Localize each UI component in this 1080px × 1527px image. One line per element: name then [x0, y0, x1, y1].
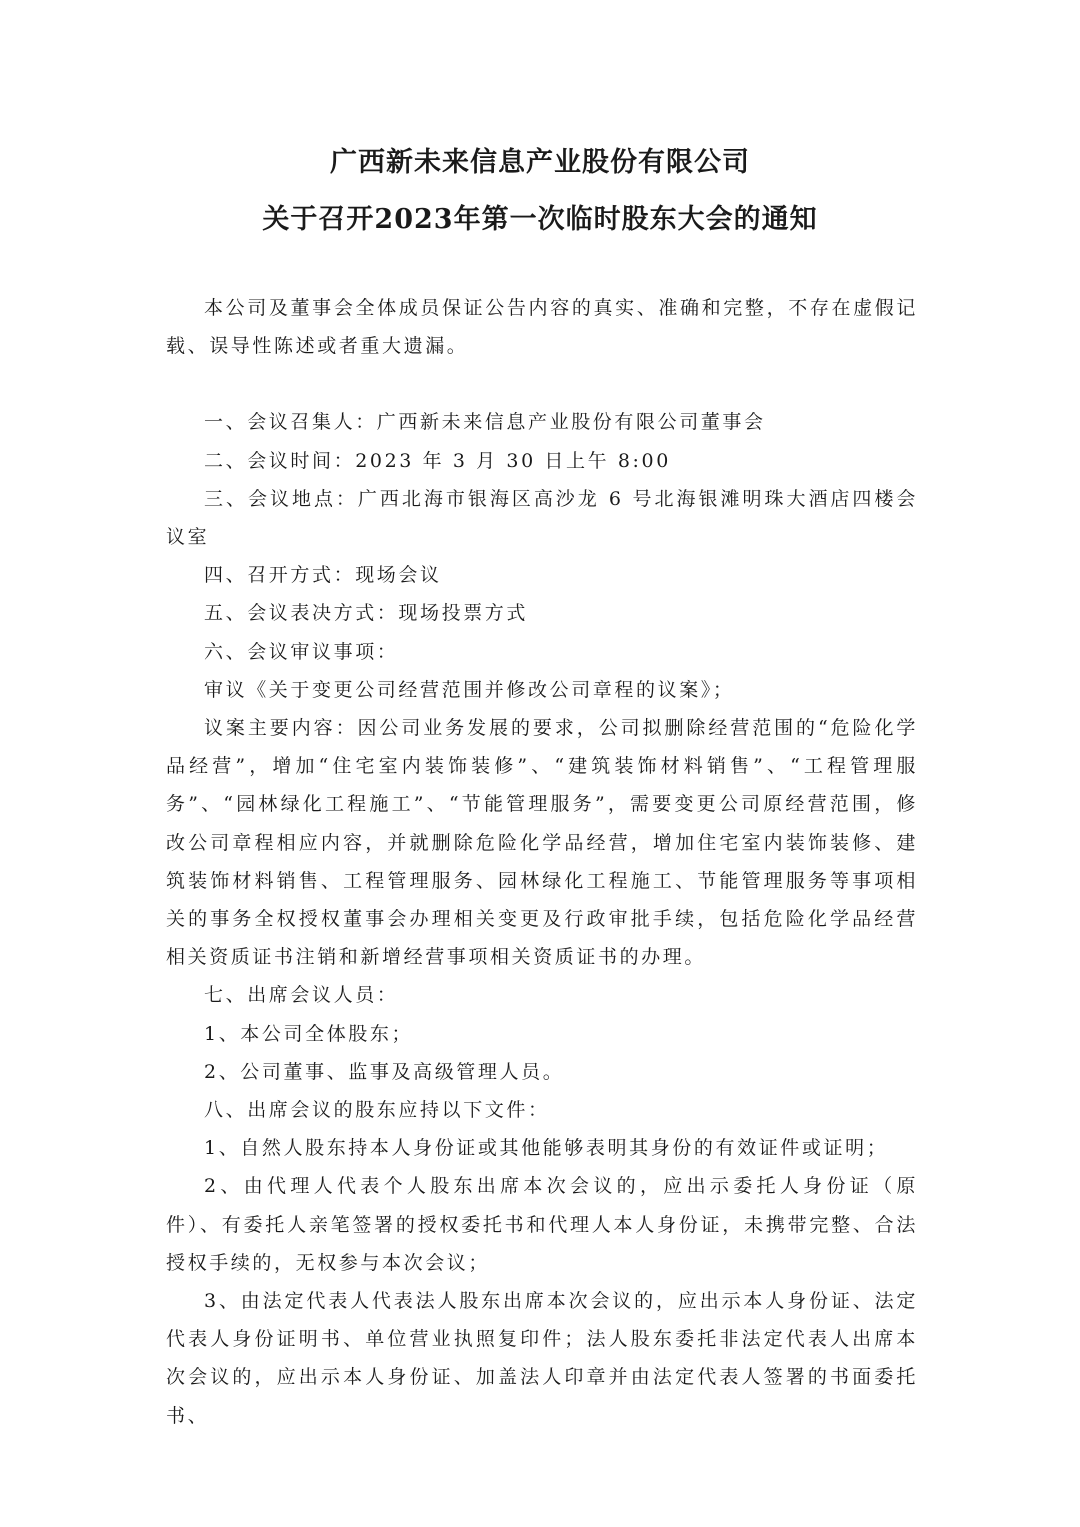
proposal-content-paragraph: 议案主要内容：因公司业务发展的要求，公司拟删除经营范围的“危险化学品经营”，增加“住宅室内装饰装修”、“建筑装饰材料销售”、“工程管理服务”、“园林绿化工程施工”、“节能管理服务”，需要变更公司原经营范围，修改公司章程相应内容，并就删除危险化学品经营，增加住宅室内装饰装修、建筑装饰材料销售、工程管理服务、园林绿化工程施工、节能管理服务等事项相关的事务全权授权董事会办理相关变更及行政审批手续，包括危险化学品经营相关资质证书注销和新增经营事项相关资质证书的办理。 [166, 717, 918, 969]
attendees-heading-paragraph: 七、出席会议人员： [204, 984, 399, 1007]
meeting-method-paragraph: 四、召开方式：现场会议 [204, 564, 442, 587]
document-body [166, 289, 918, 1435]
meeting-location-paragraph: 三、会议地点：广西北海市银海区高沙龙 6 号北海银滩明珠大酒店四楼会议室 [166, 487, 918, 549]
meeting-time-paragraph: 二、会议时间：2023 年 3 月 30 日上午 8:00 [204, 449, 671, 472]
document-title-notice: 关于召开2023年第一次临时股东大会的通知 [262, 204, 818, 235]
attendees-item-2: 2、公司董事、监事及高级管理人员。 [204, 1060, 565, 1083]
documents-item-1: 1、自然人股东持本人身份证或其他能够表明其身份的有效证件或证明； [204, 1137, 889, 1160]
documents-item-2: 2、由代理人代表个人股东出席本次会议的，应出示委托人身份证（原件）、有委托人亲笔签署的授权委托书和代理人本人身份证，未携带完整、合法授权手续的，无权参与本次会议； [166, 1175, 918, 1274]
voting-method-paragraph: 五、会议表决方式：现场投票方式 [204, 602, 529, 625]
agenda-item-paragraph: 审议《关于变更公司经营范围并修改公司章程的议案》； [204, 678, 735, 701]
documents-heading-paragraph: 八、出席会议的股东应持以下文件： [204, 1099, 550, 1122]
document-title-company: 广西新未来信息产业股份有限公司 [330, 147, 750, 178]
documents-item-3: 3、由法定代表人代表法人股东出席本次会议的，应出示本人身份证、法定代表人身份证明书、单位营业执照复印件；法人股东委托非法定代表人出席本次会议的，应出示本人身份证、加盖法人印章并由法定代表人签署的书面委托书、 [166, 1290, 918, 1427]
attendees-item-1: 1、本公司全体股东； [204, 1022, 414, 1045]
convener-paragraph: 一、会议召集人：广西新未来信息产业股份有限公司董事会 [204, 411, 766, 434]
disclaimer-paragraph: 本公司及董事会全体成员保证公告内容的真实、准确和完整，不存在虚假记载、误导性陈述或者重大遗漏。 [166, 297, 918, 358]
agenda-heading-paragraph: 六、会议审议事项： [204, 640, 399, 663]
